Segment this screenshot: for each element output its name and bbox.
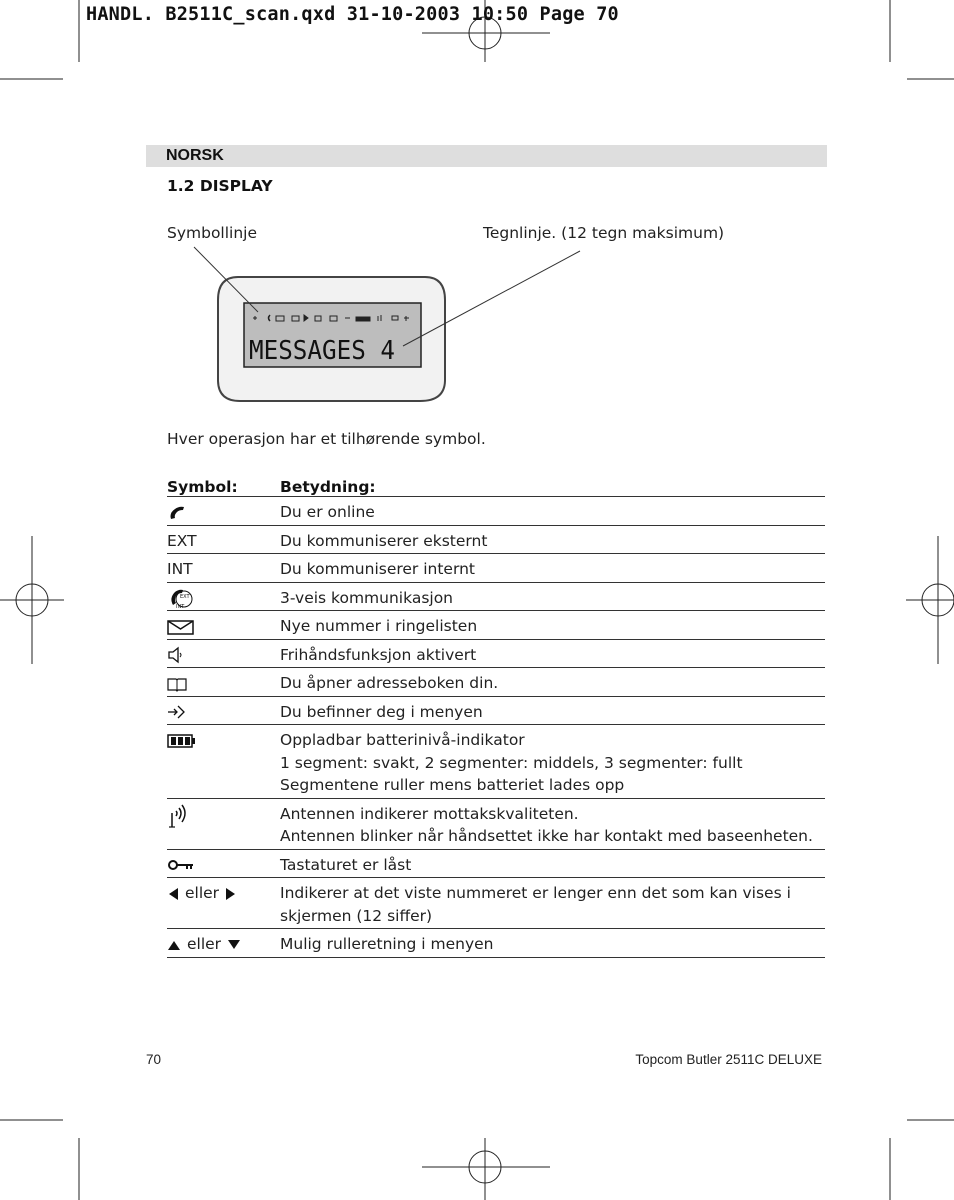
header-symbol: Symbol:	[167, 476, 280, 497]
intro-text: Hver operasjon har et tilhørende symbol.	[167, 430, 486, 448]
menu-arrow-icon	[167, 704, 187, 720]
table-cell-meaning: Antennen indikerer mottakskvaliteten.	[280, 804, 579, 823]
section-title: 1.2 DISPLAY	[167, 177, 273, 195]
lcd-display-figure	[0, 0, 954, 420]
table-cell-meaning: skjermen (12 siffer)	[280, 906, 433, 925]
antenna-icon	[167, 803, 189, 829]
battery-icon	[167, 733, 197, 749]
table-row	[167, 929, 825, 958]
table-cell-meaning: Oppladbar batterinivå-indikator	[280, 731, 525, 749]
handset-icon	[167, 504, 187, 522]
table-row	[167, 878, 825, 929]
table-cell-meaning: Tastaturet er låst	[280, 855, 412, 874]
envelope-icon	[167, 619, 195, 635]
table-cell-symbol: INT	[167, 554, 280, 583]
table-row	[167, 639, 825, 668]
table-cell-meaning: Nye nummer i ringelisten	[280, 617, 478, 635]
table-header-row	[167, 476, 825, 497]
svg-text:INT: INT	[176, 604, 185, 609]
up-down-arrows-icon	[167, 935, 241, 953]
table-cell-meaning: Indikerer at det viste nummeret er lenger enn det som kan vises i	[280, 884, 791, 902]
lcd-text: MESSAGES 4	[249, 336, 395, 366]
table-cell-meaning: Du er online	[280, 503, 375, 521]
table-cell-symbol: EXT	[167, 525, 280, 554]
table-row	[167, 582, 825, 611]
left-arrow-icon	[167, 887, 179, 901]
table-cell-meaning: Frihåndsfunksjon aktivert	[280, 645, 477, 664]
table-row	[167, 798, 825, 849]
table-row	[167, 849, 825, 878]
symbol-or-text: eller	[185, 884, 220, 902]
left-right-arrows-icon	[167, 884, 237, 902]
print-header: HANDL. B2511C_scan.qxd 31-10-2003 10:50 Page 70	[86, 4, 619, 25]
table-cell-meaning: Mulig rulleretning i menyen	[280, 935, 494, 953]
right-arrow-icon	[225, 887, 237, 901]
header-meaning: Betydning:	[280, 476, 825, 497]
table-row	[167, 611, 825, 640]
phonebook-icon	[167, 676, 187, 692]
table-row	[167, 668, 825, 697]
three-way-call-icon	[167, 587, 195, 609]
table-cell-meaning: 3-veis kommunikasjon	[280, 588, 454, 607]
table-cell-meaning: Du åpner adresseboken din.	[280, 674, 499, 692]
speaker-icon	[167, 646, 185, 664]
table-row	[167, 525, 825, 554]
table-row	[167, 497, 825, 526]
table-row	[167, 696, 825, 725]
callout-text-line: Tegnlinje. (12 tegn maksimum)	[483, 224, 725, 242]
symbol-or-text: eller	[187, 935, 222, 953]
page-number: 70	[146, 1052, 162, 1067]
table-cell-meaning: 1 segment: svakt, 2 segmenter: middels, 3 segmenter: fullt	[280, 753, 743, 772]
svg-text:EXT: EXT	[180, 594, 190, 600]
up-arrow-icon	[167, 939, 181, 951]
callout-symbol-line: Symbollinje	[167, 224, 258, 242]
table-row	[167, 725, 825, 799]
table-row	[167, 554, 825, 583]
product-name: Topcom Butler 2511C DELUXE	[635, 1052, 822, 1067]
symbol-table	[167, 476, 825, 958]
key-icon	[167, 858, 195, 872]
language-label: NORSK	[166, 147, 224, 164]
table-cell-meaning: Segmentene ruller mens batteriet lades opp	[280, 776, 625, 794]
table-cell-meaning: Du kommuniserer eksternt	[280, 531, 488, 550]
table-cell-meaning: Du befinner deg i menyen	[280, 702, 483, 721]
table-cell-meaning: Antennen blinker når håndsettet ikke har kontakt med baseenheten.	[280, 827, 813, 845]
down-arrow-icon	[227, 939, 241, 951]
table-cell-meaning: Du kommuniserer internt	[280, 560, 475, 578]
